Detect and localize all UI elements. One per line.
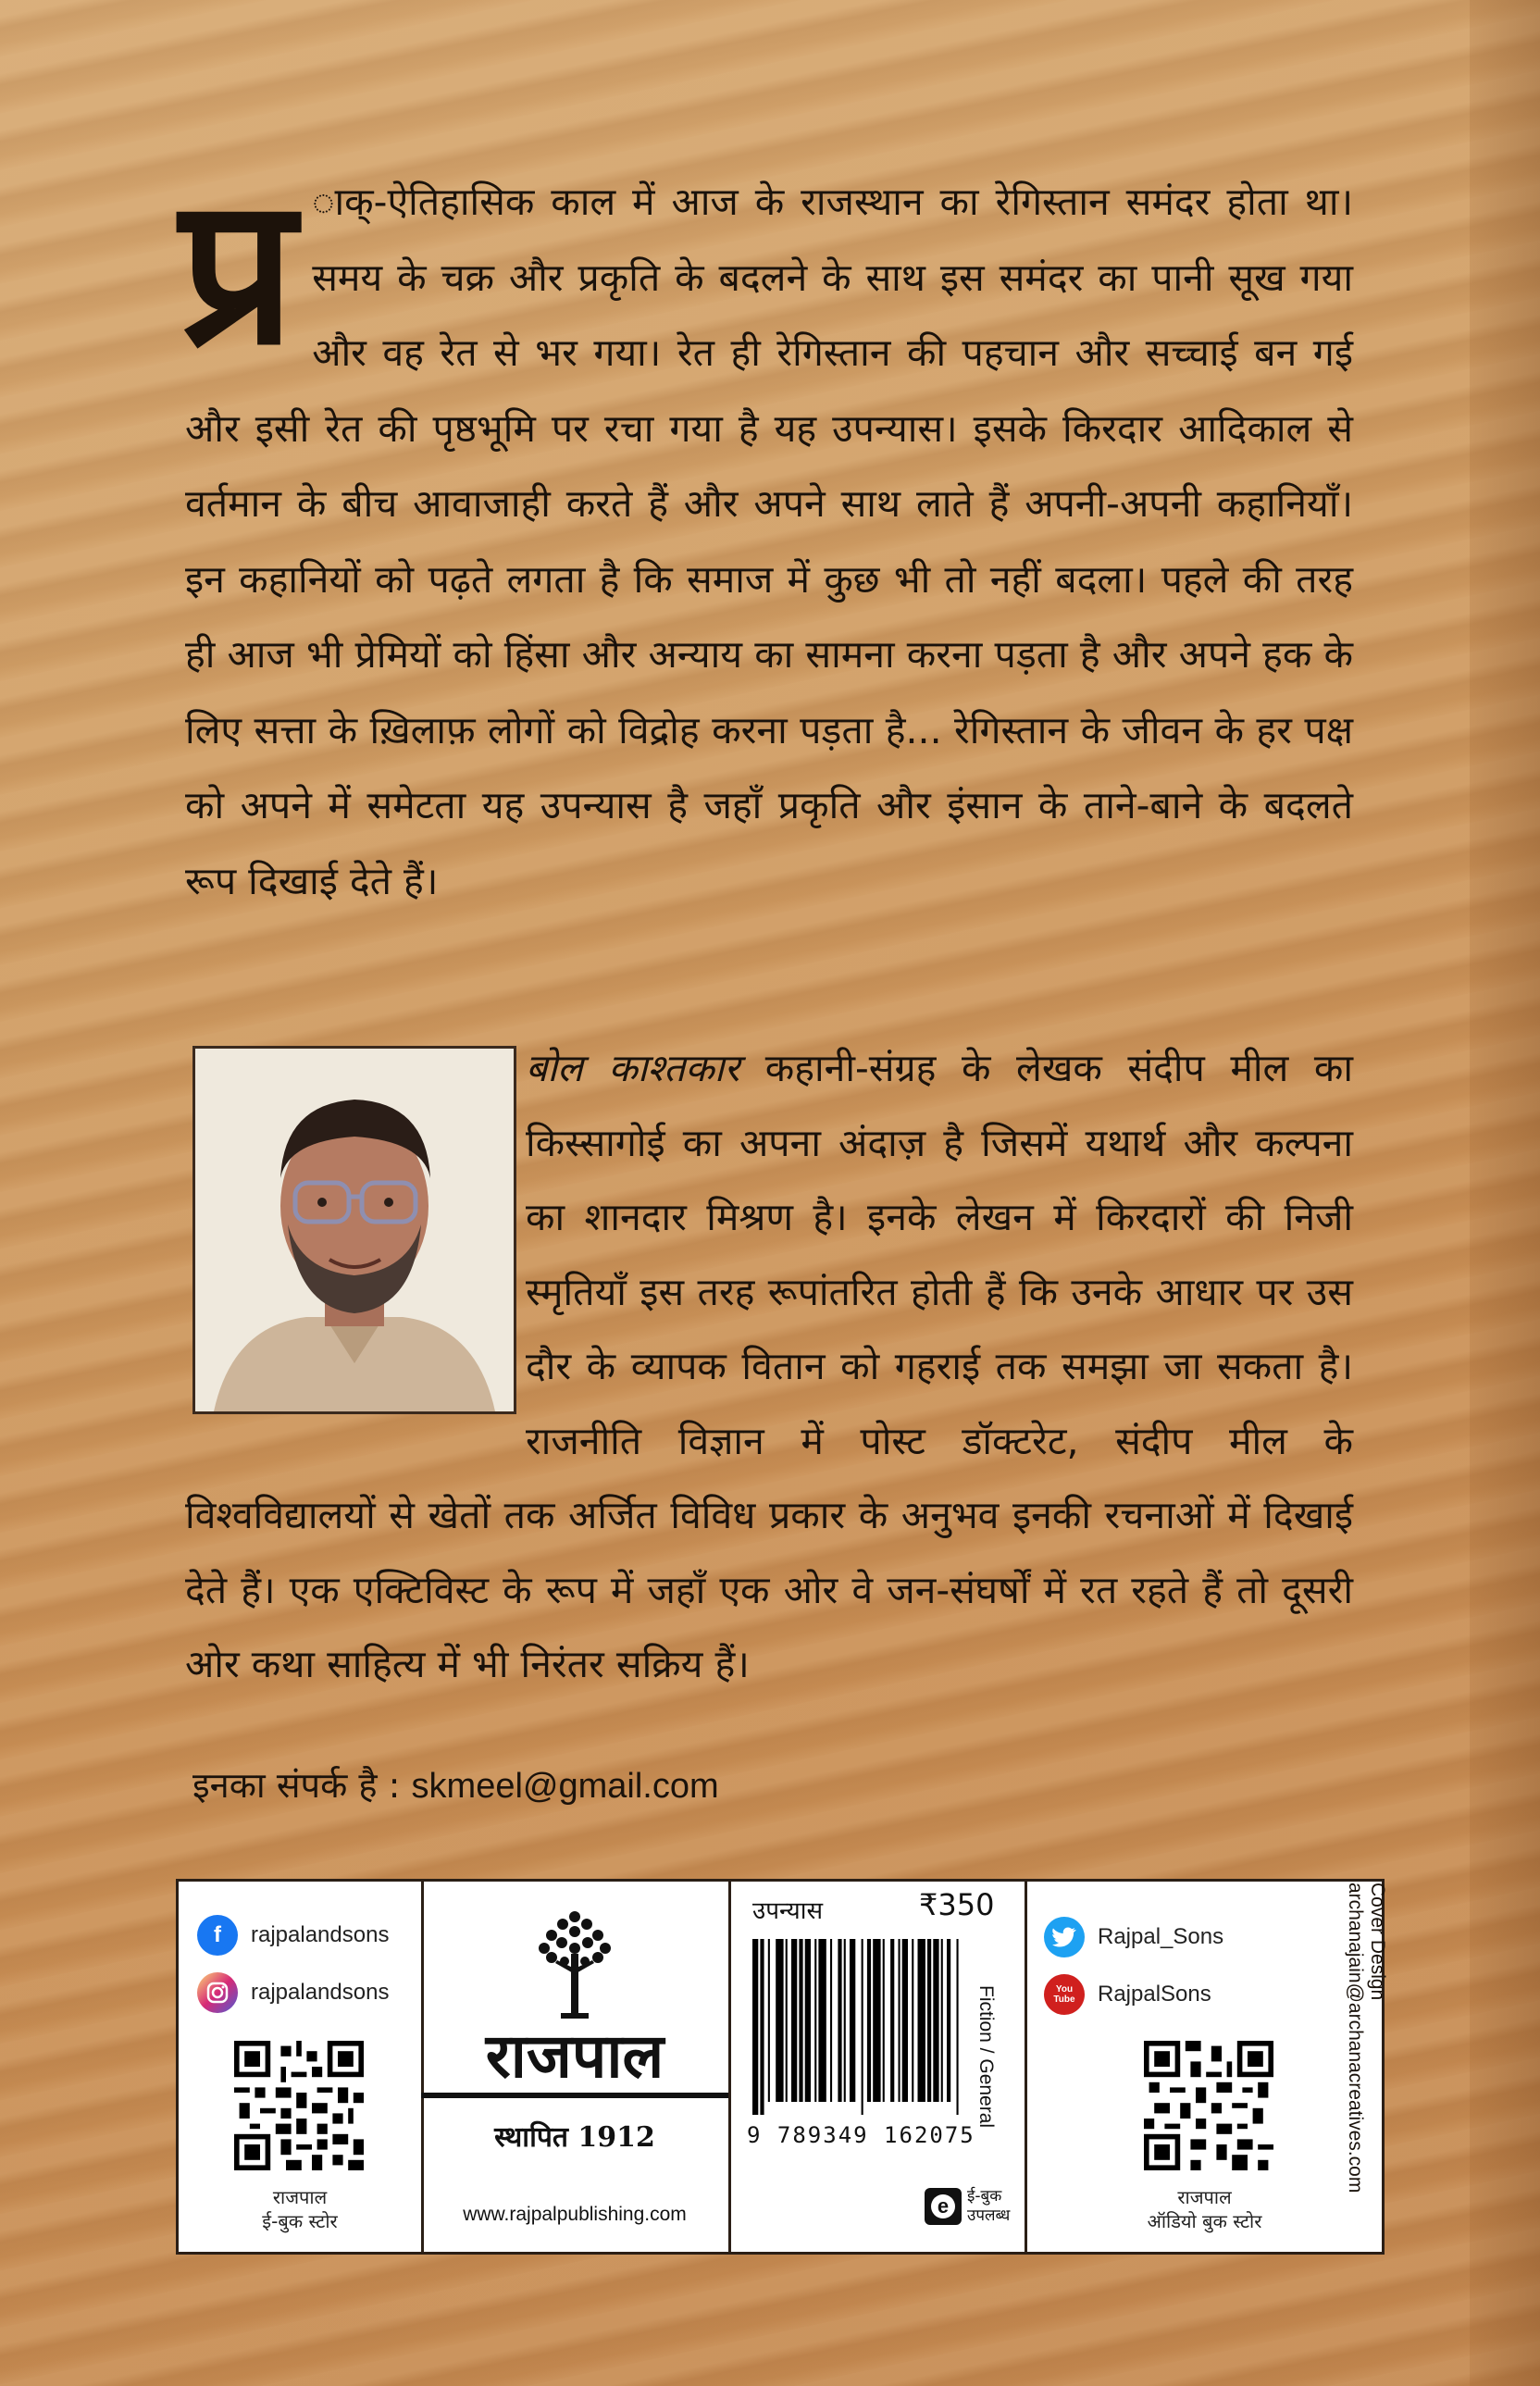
footer-barcode-column bbox=[728, 1882, 1025, 2252]
barcode-bar bbox=[933, 1939, 938, 2102]
footer-publisher-column bbox=[421, 1882, 731, 2252]
barcode-bar bbox=[799, 1939, 802, 2102]
youtube-icon-text: You Tube bbox=[1053, 1984, 1075, 2005]
qr-code-ebook-store[interactable] bbox=[234, 2041, 364, 2170]
instagram-icon bbox=[197, 1972, 238, 2013]
barcode-bar bbox=[941, 1939, 943, 2102]
genre-english: Fiction / General bbox=[975, 1985, 997, 2129]
youtube-handle: RajpalSons bbox=[1098, 1982, 1211, 2007]
publisher-website[interactable]: www.rajpalpublishing.com bbox=[463, 2204, 687, 2225]
ebook-badge[interactable] bbox=[925, 2187, 1010, 2226]
qr-right-label-line1: राजपाल bbox=[1177, 2186, 1232, 2208]
barcode-bar bbox=[850, 1939, 855, 2102]
barcode-bar bbox=[838, 1939, 841, 2102]
genre-hindi: उपन्यास bbox=[752, 1897, 824, 1925]
qr-left-label-line2: ई-बुक स्टोर bbox=[262, 2210, 338, 2232]
barcode-bar bbox=[890, 1939, 894, 2102]
barcode-bar bbox=[947, 1939, 950, 2102]
publisher-name: राजपाल bbox=[421, 2020, 728, 2098]
cover-design-credit bbox=[1344, 1883, 1388, 2280]
facebook-handle: rajpalandsons bbox=[251, 1922, 390, 1947]
facebook-icon: f bbox=[197, 1915, 238, 1956]
facebook-link[interactable] bbox=[197, 1915, 389, 1956]
author-contact bbox=[192, 1760, 719, 1808]
footer-right-social bbox=[1027, 1882, 1382, 2252]
blurb-text: ाक्-ऐतिहासिक काल में आज के राजस्थान का रेगिस्तान समंदर होता था। समय के चक्र और प्रकृति के बदलने के साथ इस समंदर का पानी सूख गया और वह रेत से भर गया। रेत ही रेगिस्तान की पहचान और सच्चाई बन गई और इसी रेत की पृष्ठभूमि पर रचा गया है यह उपन्यास। इसके किरदार आदिकाल से वर्तमान के बीच आवाजाही करते हैं और अपने साथ लाते हैं अपनी-अपनी कहानियाँ। इन कहानियों को पढ़ते लगता है कि समाज में कुछ भी तो नहीं बदला। पहले की तरह ही आज भी प्रेमियों को हिंसा और अन्याय का सामना करना पड़ता है और अपने हक के लिए सत्ता के ख़िलाफ़ लोगों को विद्रोह करना पड़ता है... रेगिस्तान के जीवन के हर पक्ष को अपने में समेटता यह उपन्यास है जहाँ प्रकृति और इंसान के ताने-बाने के बदलते रूप दिखाई देते हैं। bbox=[185, 180, 1353, 903]
barcode-bar bbox=[912, 1939, 913, 2102]
contact-label: इनका संपर्क है : bbox=[192, 1765, 401, 1806]
barcode-bar bbox=[902, 1939, 908, 2102]
ebook-icon bbox=[925, 2188, 962, 2225]
price: ₹350 bbox=[919, 1887, 995, 1922]
barcode-bar bbox=[918, 1939, 925, 2102]
isbn-digits: 9 789349 162075 bbox=[747, 2122, 975, 2148]
twitter-link[interactable] bbox=[1044, 1917, 1223, 1957]
footer-left-column bbox=[179, 1882, 424, 2252]
barcode-bar bbox=[768, 1939, 770, 2102]
publisher-established: स्थापित 1912 bbox=[494, 2121, 655, 2154]
instagram-link[interactable] bbox=[197, 1972, 389, 2013]
barcode-bar bbox=[760, 1939, 764, 2115]
barcode-bar bbox=[791, 1939, 797, 2102]
barcode-bar bbox=[957, 1939, 959, 2115]
spine-shadow bbox=[1470, 0, 1540, 2386]
barcode-bar bbox=[805, 1939, 811, 2102]
barcode-bar bbox=[899, 1939, 900, 2102]
drop-cap: प्र bbox=[180, 150, 296, 390]
instagram-handle: rajpalandsons bbox=[251, 1980, 390, 2005]
qr-left-label-line1: राजपाल bbox=[272, 2186, 328, 2208]
barcode-bar bbox=[814, 1939, 816, 2102]
ebook-icon-letter: e bbox=[931, 2194, 955, 2218]
publisher-footer bbox=[176, 1879, 1385, 2255]
barcode-bar bbox=[752, 1939, 758, 2115]
blurb-paragraph bbox=[180, 150, 1353, 919]
qr-code-audiobook-store[interactable] bbox=[1144, 2041, 1273, 2170]
barcode-bar bbox=[927, 1939, 931, 2102]
barcode-bar bbox=[867, 1939, 871, 2102]
tree-logo-icon bbox=[537, 1908, 613, 2022]
author-bio-text: कहानी-संग्रह के लेखक संदीप मील का किस्सागोई का अपना अंदाज़ है जिसमें यथार्थ और कल्पना का शानदार मिश्रण है। इनके लेखन में किरदारों की निजी स्मृतियाँ इस तरह रूपांतरित होती हैं कि उनके आधार पर उस दौर के व्यापक वितान को गहराई तक समझा जा सकता है। राजनीति विज्ञान में पोस्ट डॉक्टरेट, संदीप मील के विश्वविद्यालयों से खेतों तक अर्जित विविध प्रकार के अनुभव इनकी रचनाओं में दिखाई देते हैं। एक एक्टिविस्ट के रूप में जहाँ एक ओर वे जन-संघर्षों में रत रहते हैं तो दूसरी ओर कथा साहित्य में भी निरंतर सक्रिय हैं। bbox=[185, 1046, 1354, 1686]
designer-email[interactable]: archanajain@archanacreatives.com bbox=[1345, 1883, 1366, 2193]
barcode-bar bbox=[844, 1939, 846, 2102]
ebook-label-line2: उपलब्ध bbox=[967, 2206, 1011, 2225]
barcode-bar bbox=[818, 1939, 826, 2102]
ebook-label-line1: ई-बुक bbox=[967, 2187, 1002, 2206]
cover-design-label: Cover Design bbox=[1367, 1883, 1388, 2001]
barcode-bar bbox=[862, 1939, 863, 2115]
youtube-link[interactable] bbox=[1044, 1974, 1211, 2015]
barcode-bar bbox=[873, 1939, 880, 2102]
contact-email[interactable]: skmeel@gmail.com bbox=[411, 1767, 719, 1806]
barcode-bar bbox=[830, 1939, 832, 2102]
youtube-icon bbox=[1044, 1974, 1085, 2015]
author-bio bbox=[185, 1031, 1353, 1702]
twitter-icon bbox=[1044, 1917, 1085, 1957]
qr-left-label bbox=[179, 2185, 421, 2233]
barcode-bar bbox=[776, 1939, 783, 2102]
barcode-bar bbox=[786, 1939, 788, 2102]
qr-right-label bbox=[1027, 2185, 1382, 2233]
barcode-bar bbox=[883, 1939, 885, 2102]
author-book-title: बोल काश्तकार bbox=[526, 1046, 740, 1090]
qr-right-label-line2: ऑडियो बुक स्टोर bbox=[1147, 2210, 1262, 2232]
twitter-handle: Rajpal_Sons bbox=[1098, 1924, 1224, 1949]
